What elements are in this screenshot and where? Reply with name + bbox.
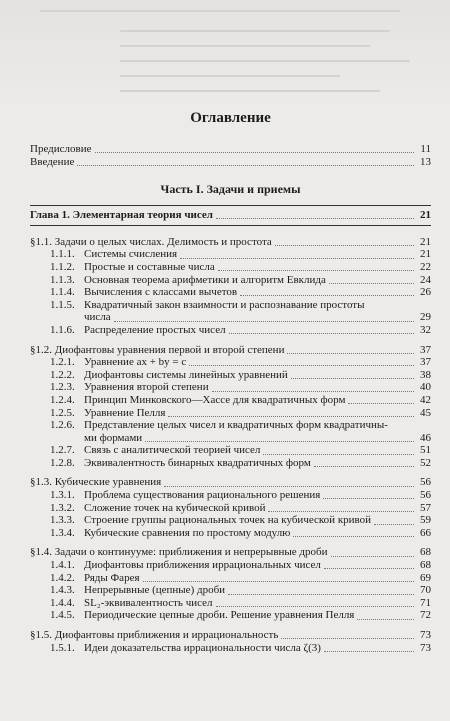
subsection-entry[interactable]	[30, 394, 431, 407]
subsection-number: 1.2.1.	[50, 356, 75, 369]
leader-dots	[314, 465, 414, 467]
subsection-entry[interactable]	[30, 527, 431, 540]
subsection-title: Уравнение ax + by = c	[84, 356, 187, 369]
leader-dots	[143, 580, 414, 582]
subsection-entry[interactable]	[30, 356, 431, 369]
subsection-number: 1.4.5.	[50, 609, 75, 622]
subsection-page: 45	[420, 406, 431, 419]
subsection-page: 42	[420, 393, 431, 406]
front-entry-title: Предисловие	[30, 143, 92, 155]
section-entry[interactable]	[30, 236, 431, 249]
subsection-page: 68	[420, 559, 431, 572]
subsection-title: Сложение точек на кубической кривой	[84, 501, 266, 514]
leader-dots	[168, 415, 414, 417]
leader-dots	[240, 294, 414, 296]
subsection-page: 56	[420, 489, 431, 502]
subsection-title: Диофантовы приближения иррациональных чисел	[84, 559, 321, 572]
front-entry-page: 13	[420, 155, 431, 168]
subsection-entry[interactable]	[30, 457, 431, 470]
section-title: §1.3. Кубические уравнения	[30, 476, 162, 489]
subsection-entry[interactable]	[30, 369, 431, 382]
page-title: Оглавление	[190, 110, 271, 126]
leader-dots	[293, 535, 414, 537]
spacer	[30, 337, 431, 344]
section-title: §1.2. Диофантовы уравнения первой и второй степени	[30, 343, 285, 356]
subsection-title: Системы счисления	[84, 248, 178, 261]
subsection-title: Ряды Фарея	[84, 571, 140, 584]
subsection-title: Проблема существования рационального решения	[84, 489, 321, 502]
section-page: 68	[420, 546, 431, 559]
subsection-number: 1.4.3.	[50, 584, 75, 597]
subsection-number: 1.1.2.	[50, 260, 75, 273]
subsection-title: Вычисления с классами вычетов	[84, 286, 238, 299]
subsection-page: 71	[420, 596, 431, 609]
leader-dots	[229, 332, 414, 334]
leader-dots	[275, 244, 414, 246]
divider	[30, 205, 431, 206]
subsection-title: Кубические сравнения по простому модулю	[84, 526, 291, 539]
subsection-entry[interactable]	[30, 597, 431, 610]
bleed-through-area	[0, 0, 450, 110]
leader-dots	[263, 453, 414, 455]
subsection-title: Строение группы рациональных точек на кубической кривой	[84, 514, 372, 527]
subsection-entry[interactable]	[30, 407, 431, 420]
spacer	[30, 539, 431, 546]
subsection-title: Уравнения второй степени	[84, 381, 209, 394]
leader-dots	[287, 352, 414, 354]
spacer	[30, 622, 431, 629]
subsection-page: 24	[420, 273, 431, 286]
subsection-page: 66	[420, 526, 431, 539]
leader-dots	[331, 555, 415, 557]
subsection-number: 1.3.4.	[50, 526, 75, 539]
subsection-title: Основная теорема арифметики и алгоритм Евклида	[84, 273, 326, 286]
subsection-entry[interactable]	[30, 299, 431, 312]
subsection-entry[interactable]	[30, 324, 431, 337]
leader-dots	[95, 151, 415, 153]
subsection-entry[interactable]	[30, 584, 431, 597]
spacer	[30, 229, 431, 236]
subsection-number: 1.4.2.	[50, 571, 75, 584]
subsection-number: 1.5.1.	[50, 641, 75, 654]
subsection-page: 51	[420, 444, 431, 457]
leader-dots	[212, 390, 414, 392]
subsection-entry[interactable]	[30, 514, 431, 527]
subsection-number: 1.2.6.	[50, 419, 75, 432]
subsection-entry[interactable]	[30, 419, 431, 432]
leader-dots	[228, 593, 414, 595]
subsection-number: 1.2.5.	[50, 406, 75, 419]
divider	[30, 225, 431, 226]
subsection-page: 73	[420, 641, 431, 654]
spacer	[30, 469, 431, 476]
subsection-number: 1.1.1.	[50, 248, 75, 261]
subsection-title: Распределение простых чисел	[84, 323, 226, 336]
subsection-title: Представление целых чисел и квадратичных форм квадратичны-	[84, 419, 388, 432]
subsection-number: 1.4.4.	[50, 596, 75, 609]
subsection-entry[interactable]	[30, 274, 431, 287]
subsection-title: Непрерывные (цепные) дроби	[84, 584, 226, 597]
front-entry-page: 11	[420, 143, 431, 155]
subsection-number: 1.1.6.	[50, 323, 75, 336]
subsection-page: 38	[420, 368, 431, 381]
subsection-page: 57	[420, 501, 431, 514]
subsection-title: Эквивалентность бинарных квадратичных форм	[84, 456, 311, 469]
subsection-number: 1.2.7.	[50, 444, 75, 457]
leader-dots	[180, 257, 414, 259]
subsection-entry[interactable]	[30, 559, 431, 572]
leader-dots	[164, 485, 414, 487]
subsection-title: Принцип Минковского—Хассе для квадратичных форм	[84, 393, 346, 406]
subsection-number: 1.2.2.	[50, 368, 75, 381]
leader-dots	[348, 402, 414, 404]
section-page: 56	[420, 476, 431, 489]
leader-dots	[329, 282, 414, 284]
subsection-entry-continued[interactable]	[30, 432, 431, 445]
subsection-number: 1.3.1.	[50, 489, 75, 502]
subsection-number: 1.1.3.	[50, 273, 75, 286]
chapter-entry[interactable]	[30, 209, 431, 222]
subsection-entry[interactable]	[30, 444, 431, 457]
section-title: §1.5. Диофантовы приближения и иррациональность	[30, 629, 279, 641]
sections-list	[30, 229, 431, 654]
subsection-page: 52	[420, 456, 431, 469]
chapter-title: Глава 1. Элементарная теория чисел	[30, 209, 213, 222]
subsection-page: 72	[420, 609, 431, 622]
leader-dots	[145, 440, 414, 442]
front-entry-title: Введение	[30, 155, 75, 168]
subsection-entry[interactable]	[30, 248, 431, 261]
subsection-entry[interactable]	[30, 261, 431, 274]
subsection-page: 37	[420, 356, 431, 369]
section-title: §1.4. Задачи о континууме: приближения и непрерывные дроби	[30, 546, 328, 559]
subsection-number: 1.2.4.	[50, 393, 75, 406]
subsection-number: 1.3.3.	[50, 514, 75, 527]
leader-dots	[324, 650, 414, 652]
subsection-title: Квадратичный закон взаимности и распознавание простоты	[84, 298, 365, 311]
chapter-page: 21	[420, 209, 431, 222]
subsection-title-cont: ми формами	[84, 431, 143, 444]
leader-dots	[77, 164, 414, 166]
subsection-entry[interactable]	[30, 572, 431, 585]
front-entry[interactable]	[30, 143, 431, 156]
front-entry[interactable]	[30, 156, 431, 169]
subsection-page: 32	[420, 323, 431, 336]
subsection-entry[interactable]	[30, 502, 431, 515]
subsection-title: Диофантовы системы линейных уравнений	[84, 368, 288, 381]
leader-dots	[374, 523, 414, 525]
subsection-title: Уравнение Пелля	[84, 406, 166, 419]
subsection-page: 46	[420, 431, 431, 444]
section-entry[interactable]	[30, 546, 431, 559]
subsection-title: Связь с аналитической теорией чисел	[84, 444, 261, 457]
leader-dots	[268, 510, 414, 512]
subsection-number: 1.3.2.	[50, 501, 75, 514]
toc-page	[30, 110, 431, 654]
leader-dots	[114, 320, 414, 322]
subsection-number: 1.2.8.	[50, 456, 75, 469]
front-matter	[30, 143, 431, 168]
subsection-number: 1.1.4.	[50, 286, 75, 299]
leader-dots	[323, 497, 414, 499]
subsection-title-cont: числа	[84, 311, 111, 324]
leader-dots	[216, 217, 414, 219]
section-page: 73	[420, 629, 431, 641]
leader-dots	[281, 637, 414, 639]
subsection-page: 22	[420, 260, 431, 273]
subsection-entry[interactable]	[30, 286, 431, 299]
subsection-entry[interactable]	[30, 489, 431, 502]
section-title: §1.1. Задачи о целых числах. Делимость и простота	[30, 235, 272, 248]
subsection-page: 70	[420, 584, 431, 597]
subsection-number: 1.2.3.	[50, 381, 75, 394]
section-entry[interactable]	[30, 629, 431, 642]
subsection-entry[interactable]	[30, 609, 431, 622]
leader-dots	[324, 567, 414, 569]
subsection-number: 1.4.1.	[50, 559, 75, 572]
subsection-title: Простые и составные числа	[84, 260, 215, 273]
part-title: Часть I. Задачи и приемы	[160, 182, 301, 197]
subsection-page: 29	[420, 311, 431, 324]
subsection-page: 59	[420, 514, 431, 527]
leader-dots	[189, 364, 414, 366]
subsection-entry-continued[interactable]	[30, 311, 431, 324]
section-page: 37	[420, 343, 431, 356]
subsection-number: 1.1.5.	[50, 298, 75, 311]
subsection-page: 40	[420, 381, 431, 394]
leader-dots	[218, 269, 414, 271]
subsection-title: Идеи доказательства иррациональности числа ζ(3)	[84, 641, 321, 654]
leader-dots	[357, 618, 414, 620]
leader-dots	[291, 377, 414, 379]
subsection-entry[interactable]	[30, 381, 431, 394]
section-entry[interactable]	[30, 344, 431, 357]
subsection-title: Периодические цепные дроби. Решение уравнения Пелля	[84, 609, 355, 622]
subsection-page: 21	[420, 248, 431, 261]
section-entry[interactable]	[30, 476, 431, 489]
leader-dots	[216, 605, 415, 607]
section-page: 21	[420, 235, 431, 248]
subsection-page: 69	[420, 571, 431, 584]
subsection-page: 26	[420, 286, 431, 299]
subsection-entry[interactable]	[30, 642, 431, 655]
subsection-title: SL₂-эквивалентность чисел	[84, 596, 213, 609]
